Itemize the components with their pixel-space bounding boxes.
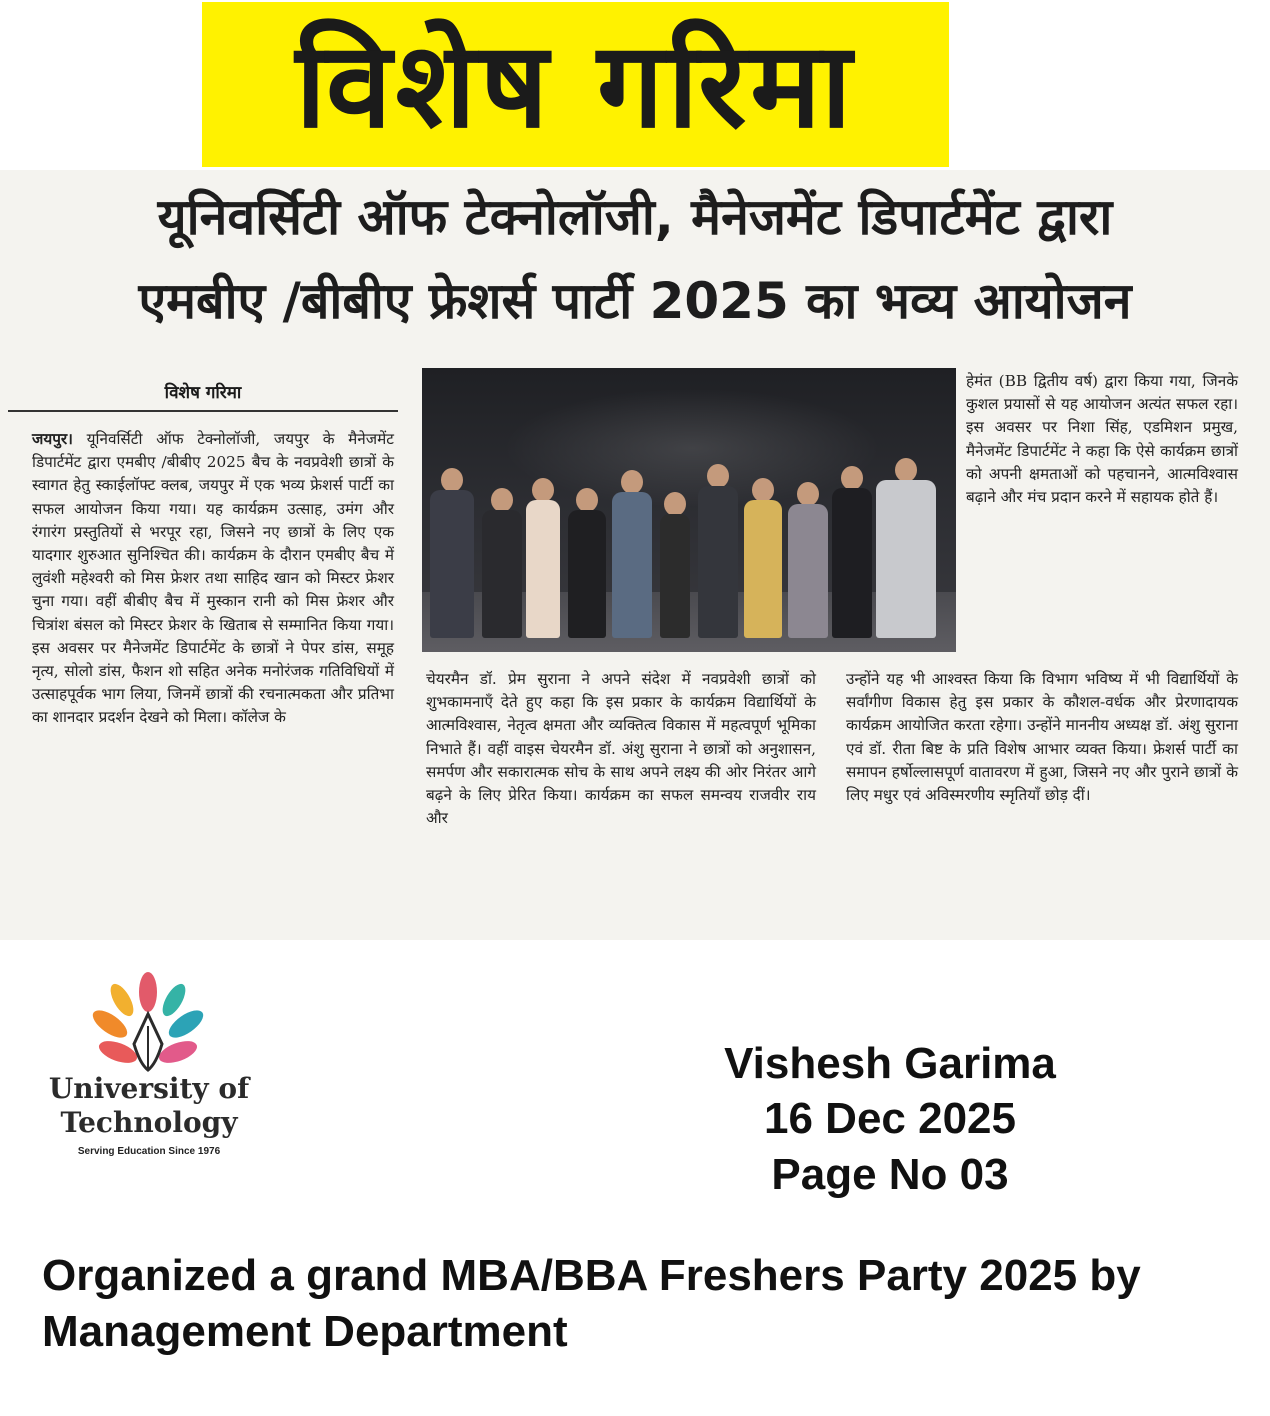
source-publication: Vishesh Garima: [724, 1039, 1056, 1088]
university-tagline: Serving Education Since 1976: [77, 1146, 221, 1157]
article-column-3-top: हेमंत (BB द्वितीय वर्ष) द्वारा किया गया, जिनके कुशल प्रयासों से यह आयोजन अत्यंत सफल रहा। इस अवसर पर निशा सिंह, एडमिशन प्रमुख, मैनेजमेंट डिपार्टमेंट ने कहा कि ऐसे कार्यक्रम छात्रों को अपनी क्षमताओं को पहचानने, आत्मविश्वास बढ़ाने और मंच प्रदान करने में सहायक होते हैं।: [966, 372, 1238, 507]
headline-line-2: एमबीए /बीबीए फ्रेशर्स पार्टी 2025 का भव्य आयोजन: [138, 272, 1132, 330]
english-caption: Organized a grand MBA/BBA Freshers Party 2025 by Management Department: [42, 1251, 1141, 1356]
photo-person: [482, 488, 522, 638]
photo-person: [568, 488, 606, 638]
newspaper-clipping: [0, 170, 1270, 940]
article-column-1: [32, 428, 394, 730]
headline-line-1: यूनिवर्सिटी ऑफ टेक्नोलॉजी, मैनेजमेंट डिपार्टमेंट द्वारा: [157, 188, 1113, 246]
photo-person: [832, 466, 872, 638]
article-column-2: चेयरमैन डॉ. प्रेम सुराना ने अपने संदेश में नवप्रवेशी छात्रों को शुभकामनाएँ देते हुए कहा कि इस प्रकार के कार्यक्रम विद्यार्थियों के आत्मविश्वास, नेतृत्व क्षमता और व्यक्तित्व विकास में महत्वपूर्ण भूमिका निभाते हैं। वहीं वाइस चेयरमैन डॉ. अंशु सुराना ने छात्रों को अनुशासन, समर्पण और सकारात्मक सोच के साथ अपने लक्ष्य की ओर निरंतर आगे बढ़ने के लिए प्रेरित किया। कार्यक्रम का सफल समन्वय राजवीर राय और: [426, 670, 816, 828]
masthead-title: विशेष गरिमा: [295, 15, 856, 154]
dateline: जयपुर।: [32, 430, 73, 448]
university-name: University of Technology: [48, 1072, 250, 1139]
photo-person: [526, 478, 560, 638]
photo-person: [744, 478, 782, 638]
article-column-3-bottom: उन्होंने यह भी आश्वस्त किया कि विभाग भविष्य में भी विद्यार्थियों के सर्वांगीण विकास हेतु इस प्रकार के कौशल-वर्धक और प्रेरणादायक कार्यक्रम आयोजित करता रहेगा। उन्होंने माननीय अध्यक्ष डॉ. अंशु सुराना एवं डॉ. रीता बिष्ट के प्रति विशेष आभार व्यक्त किया। फ्रेशर्स पार्टी का समापन हर्षोल्लासपूर्ण वातावरण में हुआ, जिसने नए और पुराने छात्रों के लिए मधुर एवं अविस्मरणीय स्मृतियाँ छोड़ दीं।: [846, 670, 1238, 805]
photo-person: [612, 470, 652, 638]
photo-person: [876, 458, 936, 638]
event-photo: [422, 368, 956, 652]
column-1-text: यूनिवर्सिटी ऑफ टेक्नोलॉजी, जयपुर के मैनेजमेंट डिपार्टमेंट द्वारा एमबीए /बीबीए 2025 बैच के नवप्रवेशी छात्रों के स्वागत हेतु स्काईलॉफ्ट क्लब, जयपुर में एक भव्य फ्रेशर्स पार्टी का सफल आयोजन किया गया। यह कार्यक्रम उत्साह, उमंग और रंगारंग प्रस्तुतियों से भरपूर रहा, जिसने नए छात्रों के लिए एक यादगार शुरुआत सुनिश्चित की। कार्यक्रम के दौरान एमबीए बैच में लुवंशी महेश्वरी को मिस फ्रेशर तथा साहिद खान को मिस्टर फ्रेशर चुना गया। वहीं बीबीए बैच में मुस्कान रानी को मिस फ्रेशर और चित्रांश बंसल को मिस्टर फ्रेशर के खिताब से सम्मानित किया गया। इस अवसर पर मैनेजमेंट डिपार्टमेंट के छात्रों ने पेपर डांस, समूह नृत्य, सोलो डांस, फैशन शो सहित अनेक मनोरंजक गतिविधियों में उत्साहपूर्वक भाग लिया, जिनमें छात्रों की रचनात्मकता और प्रतिभा का शानदार प्रदर्शन देखने को मिला। कॉलेज के: [32, 430, 394, 727]
photo-person: [788, 482, 828, 638]
photo-person: [660, 492, 690, 638]
source-page: Page No 03: [771, 1150, 1009, 1199]
photo-person: [698, 464, 738, 638]
byline: विशेष गरिमा: [164, 383, 242, 403]
masthead-banner: [202, 2, 949, 167]
source-date: 16 Dec 2025: [764, 1094, 1016, 1143]
photo-person: [430, 468, 474, 638]
byline-rule: [8, 410, 398, 412]
